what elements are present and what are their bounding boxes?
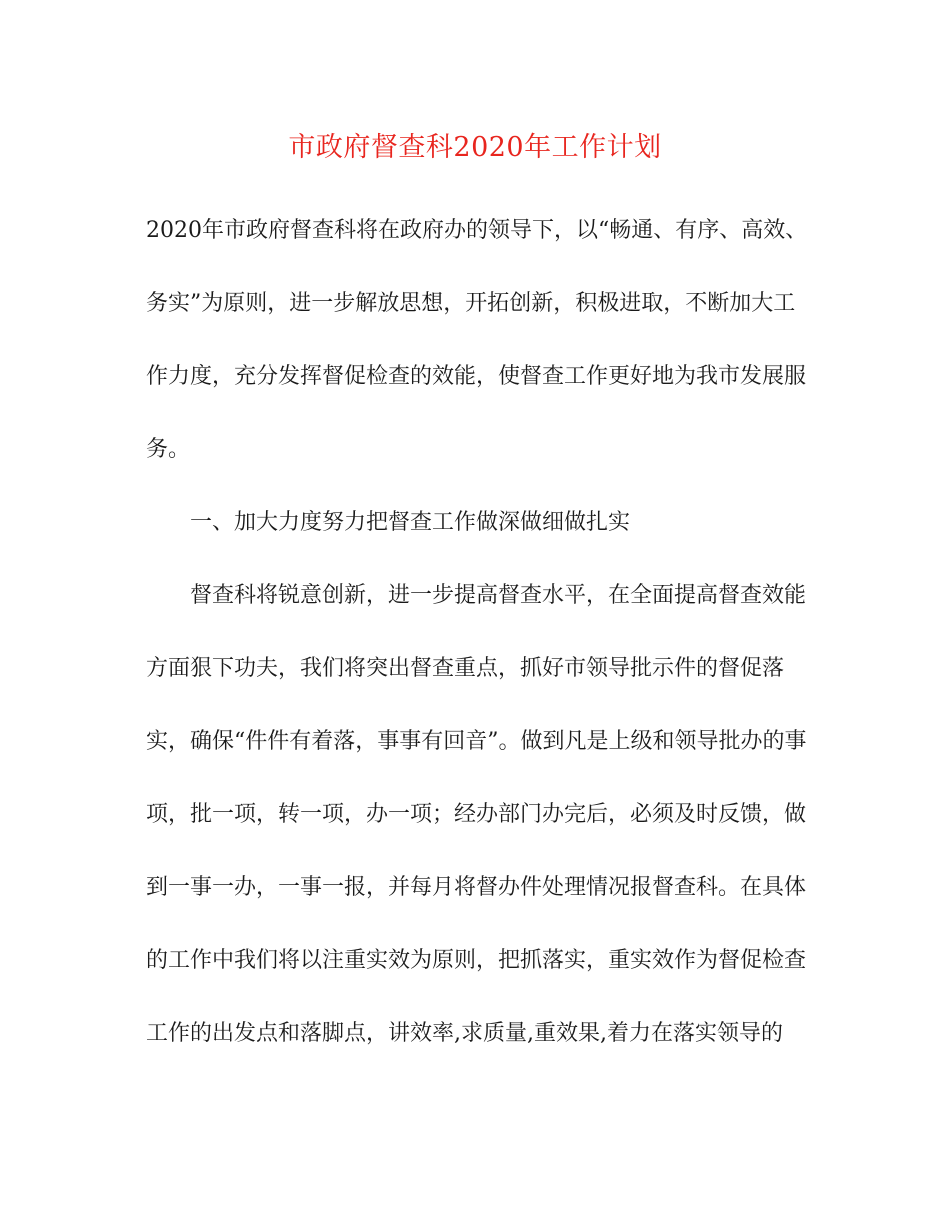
section-heading-1: 一、加大力度努力把督查工作做深做细做扎实: [190, 510, 631, 535]
paragraph-intro-line-2: 务实”为原则，进一步解放思想，开拓创新，积极进取，不断加大工: [146, 291, 796, 316]
paragraph-section1-line-4: 项，批一项，转一项，办一项；经办部门办完后，必须及时反馈，做: [146, 802, 807, 827]
paragraph-intro-line-1: 2020年市政府督查科将在政府办的领导下，以“畅通、有序、高效、: [146, 218, 808, 243]
paragraph-section1-line-1: 督查科将锐意创新，进一步提高督查水平，在全面提高督查效能: [190, 583, 807, 608]
paragraph-intro-line-4: 务。: [146, 437, 191, 462]
paragraph-intro-line-3: 作力度，充分发挥督促检查的效能，使督查工作更好地为我市发展服: [146, 364, 807, 389]
document-title: 市政府督查科2020年工作计划: [288, 132, 662, 163]
paragraph-section1-line-6: 的工作中我们将以注重实效为原则，把抓落实，重实效作为督促检查: [146, 948, 807, 973]
paragraph-section1-line-7: 工作的出发点和落脚点，讲效率,求质量,重效果,着力在落实领导的: [146, 1021, 783, 1046]
paragraph-section1-line-2: 方面狠下功夫，我们将突出督查重点，抓好市领导批示件的督促落: [146, 656, 785, 681]
paragraph-section1-line-3: 实，确保“件件有着落，事事有回音”。做到凡是上级和领导批办的事: [146, 729, 807, 754]
paragraph-section1-line-5: 到一事一办，一事一报，并每月将督办件处理情况报督查科。在具体: [146, 875, 807, 900]
